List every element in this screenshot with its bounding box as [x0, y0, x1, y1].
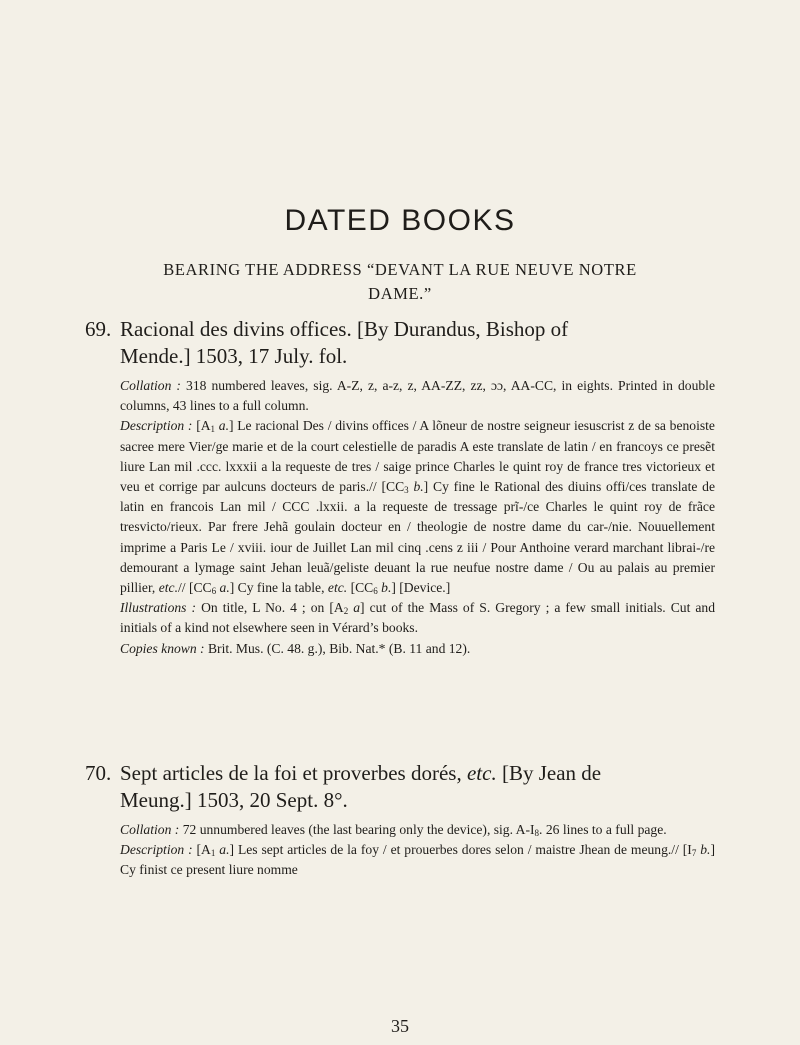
entry-number: 69. — [85, 317, 112, 341]
signature-ref: [$A_2$ a] — [329, 600, 365, 617]
collation-text: 318 numbered leaves, sig. A-Z, z, a-z, z, AA-ZZ, zz, ɔɔ, AA-CC, in eights. Printed in double columns, 43 lines to a full column. — [120, 378, 715, 414]
description-text: [Device.] — [399, 580, 451, 596]
illustrations-text: On title, L No. 4 ; on — [201, 600, 325, 616]
illustrations-text: cut of the Mass of S. Gregory ; a few small initials. Cut and initials of a kind not elsewhere seen in Vérard’s books. — [120, 600, 716, 636]
collation-label: Collation : — [120, 822, 180, 837]
entry-title — [85, 316, 715, 370]
entry-body — [120, 376, 715, 659]
section-heading: BEARING THE ADDRESS “DEVANT LA RUE NEUVE NOTRE DAME.” — [163, 260, 637, 303]
entry-title — [85, 760, 715, 814]
illustrations-label: Illustrations : — [120, 600, 197, 616]
etc-abbrev: etc. — [327, 580, 348, 596]
signature-ref: [$I_7$ b.] — [682, 842, 715, 859]
description-text: Cy finist ce present liure nomme — [120, 862, 298, 878]
entry-title-line-2: Meung.] 1503, 20 Sept. 8°. — [120, 788, 348, 812]
collation-paragraph — [120, 376, 715, 416]
description-text: Les sept articles de la foy / et prouerbes dores selon / maistre Jhean de meung.// — [237, 842, 679, 858]
catalogue-entry-70 — [85, 760, 715, 881]
copies-label: Copies known : — [120, 640, 205, 656]
description-label: Description : — [120, 418, 193, 434]
description-paragraph: Description : [$A_1$ a.] Le racional Des / divins offices / A lõneur de nostre seigneur iesuscrist z de sa benoiste sacree mere Vier/ge marie et de la court celestielle de paradis A este translate de latin / en francoys ce presẽt liure Lan mil .ccc. lxxxii a la requeste de tres / saige prince Charles le quint roy de france tres victorieux et veu et corrige par aulcuns docteurs de paris.// [$CC_3$ b.] Cy fine le Rational des diuins offi/ces translate de latin en francois Lan mil / CCC .lxxii. a la requeste de tressage prĩ-/ce Charles le quint roy de frãce tresvicto/rieux. Par frere Jehã goulain docteur en / theologie de nostre dame du car-/nie. Nouuellement imprime a Paris Le / xviii. iour de Juillet Lan mil cinq .cens z iii / Pour Anthoine verard marchant librai-/re demourant a lymage saint Jehan leuã/geliste deuant la rue neufue nostre dame / Ou au palais au premier pillier, etc.// [$CC_6$ a.] Cy fine la table, etc. [$CC_6$ b.] [Device.] — [120, 418, 716, 597]
description-label: Description : — [120, 842, 193, 858]
entry-number: 70. — [85, 761, 112, 785]
entry-body — [120, 820, 715, 881]
description-text: Cy fine la table, — [237, 580, 325, 596]
entry-title-line-1: Racional des divins offices. [By Durandus, Bishop of — [120, 317, 569, 341]
signature-ref: [$CC_6$ b.] — [350, 580, 396, 597]
signature-ref: [$A_1$ a.] — [196, 418, 234, 435]
collation-text: 72 unnumbered leaves (the last bearing only the device), sig. A-I — [182, 822, 535, 837]
entry-title-line-1: Sept articles de la foi et proverbes dorés, etc. [By Jean de — [120, 761, 602, 785]
description-paragraph — [120, 840, 715, 880]
collation-label: Collation : — [120, 378, 181, 393]
signature-ref: [$CC_3$ b.] — [381, 479, 429, 496]
signature-ref: [$A_1$ a.] — [196, 842, 235, 859]
page-title: DATED BOOKS — [284, 204, 516, 237]
signature-ref: [$CC_6$ a.] — [188, 580, 235, 597]
copies-paragraph — [120, 639, 715, 659]
description-text: Cy fine le Rational des diuins offi/ces translate de latin en francois Lan mil / CCC .lxxii. a la requeste de tressage prĩ-/ce Charles le quint roy de frãce tresvicto/rieux. Par frere Jehã goulain docteur en / theologie de nostre dame du car-/nie. Nouuellement imprime a Paris Le / xviii. iour de Juillet Lan mil cinq .cens z iii / Pour Anthoine verard marchant librai-/re demourant a lymage saint Jehan leuã/geliste deuant la rue neufue nostre dame / Ou au palais au premier pillier, — [120, 479, 716, 596]
catalogue-entry-69 — [85, 316, 715, 659]
illustrations-paragraph — [120, 598, 715, 638]
page-number: 35 — [391, 1016, 409, 1036]
entry-title-line-2: Mende.] 1503, 17 July. fol. — [120, 344, 348, 368]
collation-paragraph: Collation : 72 unnumbered leaves (the last bearing only the device), sig. $A-I_8$. 26 lines to a full page. — [120, 822, 667, 838]
etc-abbrev: etc. — [158, 580, 178, 596]
description-text: Le racional Des / divins offices / A lõneur de nostre seigneur iesuscrist z de sa benoiste sacree mere Vier/ge marie et de la court celestielle de paradis A este translate de latin / en francoys ce presẽt liure Lan mil .ccc. lxxxii a la requeste de tres / saige prince Charles le quint roy de france tres victorieux et veu et corrige par aulcuns docteurs de paris.// — [120, 418, 715, 495]
copies-text: Brit. Mus. (C. 48. g.), Bib. Nat.* (B. 11 and 12). — [207, 640, 471, 656]
